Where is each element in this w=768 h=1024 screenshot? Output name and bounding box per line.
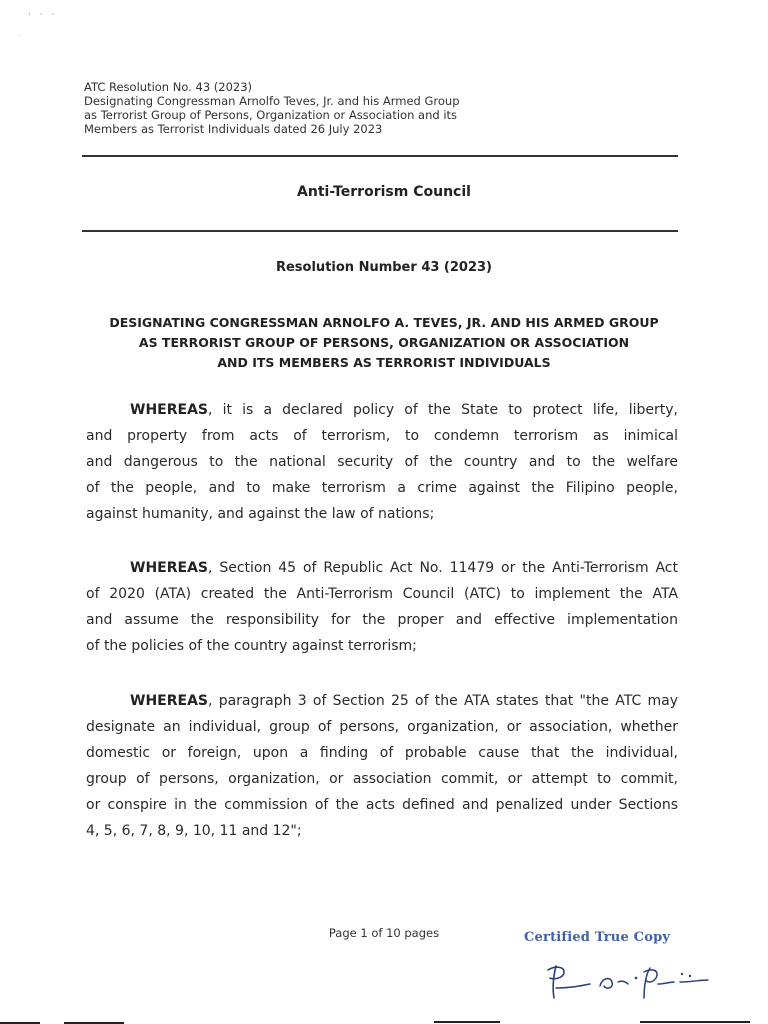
resolution-number: Resolution Number 43 (2023) bbox=[275, 260, 492, 275]
paragraph-line: designate an individual, group of persons, organization, or association, whether bbox=[86, 719, 678, 735]
council-heading: Anti-Terrorism Council bbox=[297, 184, 471, 200]
paragraph-text: , it is a declared policy of the State to protect life, liberty, bbox=[207, 402, 678, 418]
whereas-lead: WHEREAS bbox=[130, 402, 208, 418]
paragraph-line: of 2020 (ATA) created the Anti-Terrorism Council (ATC) to implement the ATA bbox=[86, 586, 678, 602]
reference-line: Members as Terrorist Individuals dated 26 July 2023 bbox=[84, 122, 383, 136]
whereas-lead: WHEREAS bbox=[130, 693, 208, 709]
whereas-paragraph bbox=[86, 555, 678, 659]
whereas-paragraph bbox=[86, 688, 678, 844]
paragraph-text: , Section 45 of Republic Act No. 11479 or the Anti-Terrorism Act bbox=[207, 560, 678, 576]
scan-artifact bbox=[434, 1021, 500, 1023]
paragraph-line: 4, 5, 6, 7, 8, 9, 10, 11 and 12"; bbox=[86, 823, 302, 839]
title-line: AND ITS MEMBERS AS TERRORIST INDIVIDUALS bbox=[217, 355, 551, 370]
page-number: Page 1 of 10 pages bbox=[328, 926, 440, 940]
paragraph-line: and dangerous to the national security of the country and to the welfare bbox=[86, 454, 678, 470]
whereas-paragraph bbox=[86, 397, 678, 527]
paragraph-line: of the people, and to make terrorism a crime against the Filipino people, bbox=[86, 480, 678, 496]
whereas-lead: WHEREAS bbox=[130, 560, 208, 576]
paragraph-line: group of persons, organization, or association commit, or attempt to commit, bbox=[86, 771, 678, 787]
title-line: DESIGNATING CONGRESSMAN ARNOLFO A. TEVES, JR. AND HIS ARMED GROUP bbox=[109, 315, 659, 330]
paragraph-line: and assume the responsibility for the proper and effective implementation bbox=[86, 612, 678, 628]
paragraph-text: , paragraph 3 of Section 25 of the ATA states that "the ATC may bbox=[207, 693, 678, 709]
paragraph-line: domestic or foreign, upon a finding of probable cause that the individual, bbox=[86, 745, 678, 761]
paragraph-line: or conspire in the commission of the acts defined and penalized under Sections bbox=[86, 797, 678, 813]
resolution-title bbox=[0, 313, 768, 373]
resolution-reference-block bbox=[84, 80, 644, 136]
reference-line: as Terrorist Group of Persons, Organization or Association and its bbox=[84, 108, 458, 122]
reference-line: Designating Congressman Arnolfo Teves, Jr. and his Armed Group bbox=[84, 94, 460, 108]
certified-true-copy-stamp: Certified True Copy bbox=[524, 930, 671, 945]
paragraph-line: against humanity, and against the law of nations; bbox=[86, 506, 435, 522]
paragraph-line: of the policies of the country against terrorism; bbox=[86, 638, 417, 654]
divider-top bbox=[82, 155, 678, 157]
scan-artifact: · · · bbox=[28, 10, 58, 20]
reference-line: ATC Resolution No. 43 (2023) bbox=[84, 80, 253, 94]
title-line: AS TERRORIST GROUP OF PERSONS, ORGANIZATION OR ASSOCIATION bbox=[138, 335, 630, 350]
divider-bottom bbox=[82, 230, 678, 232]
signature bbox=[540, 958, 720, 1008]
scan-artifact: · bbox=[18, 32, 21, 40]
paragraph-line: and property from acts of terrorism, to condemn terrorism as inimical bbox=[86, 428, 678, 444]
scan-artifact bbox=[640, 1021, 750, 1023]
